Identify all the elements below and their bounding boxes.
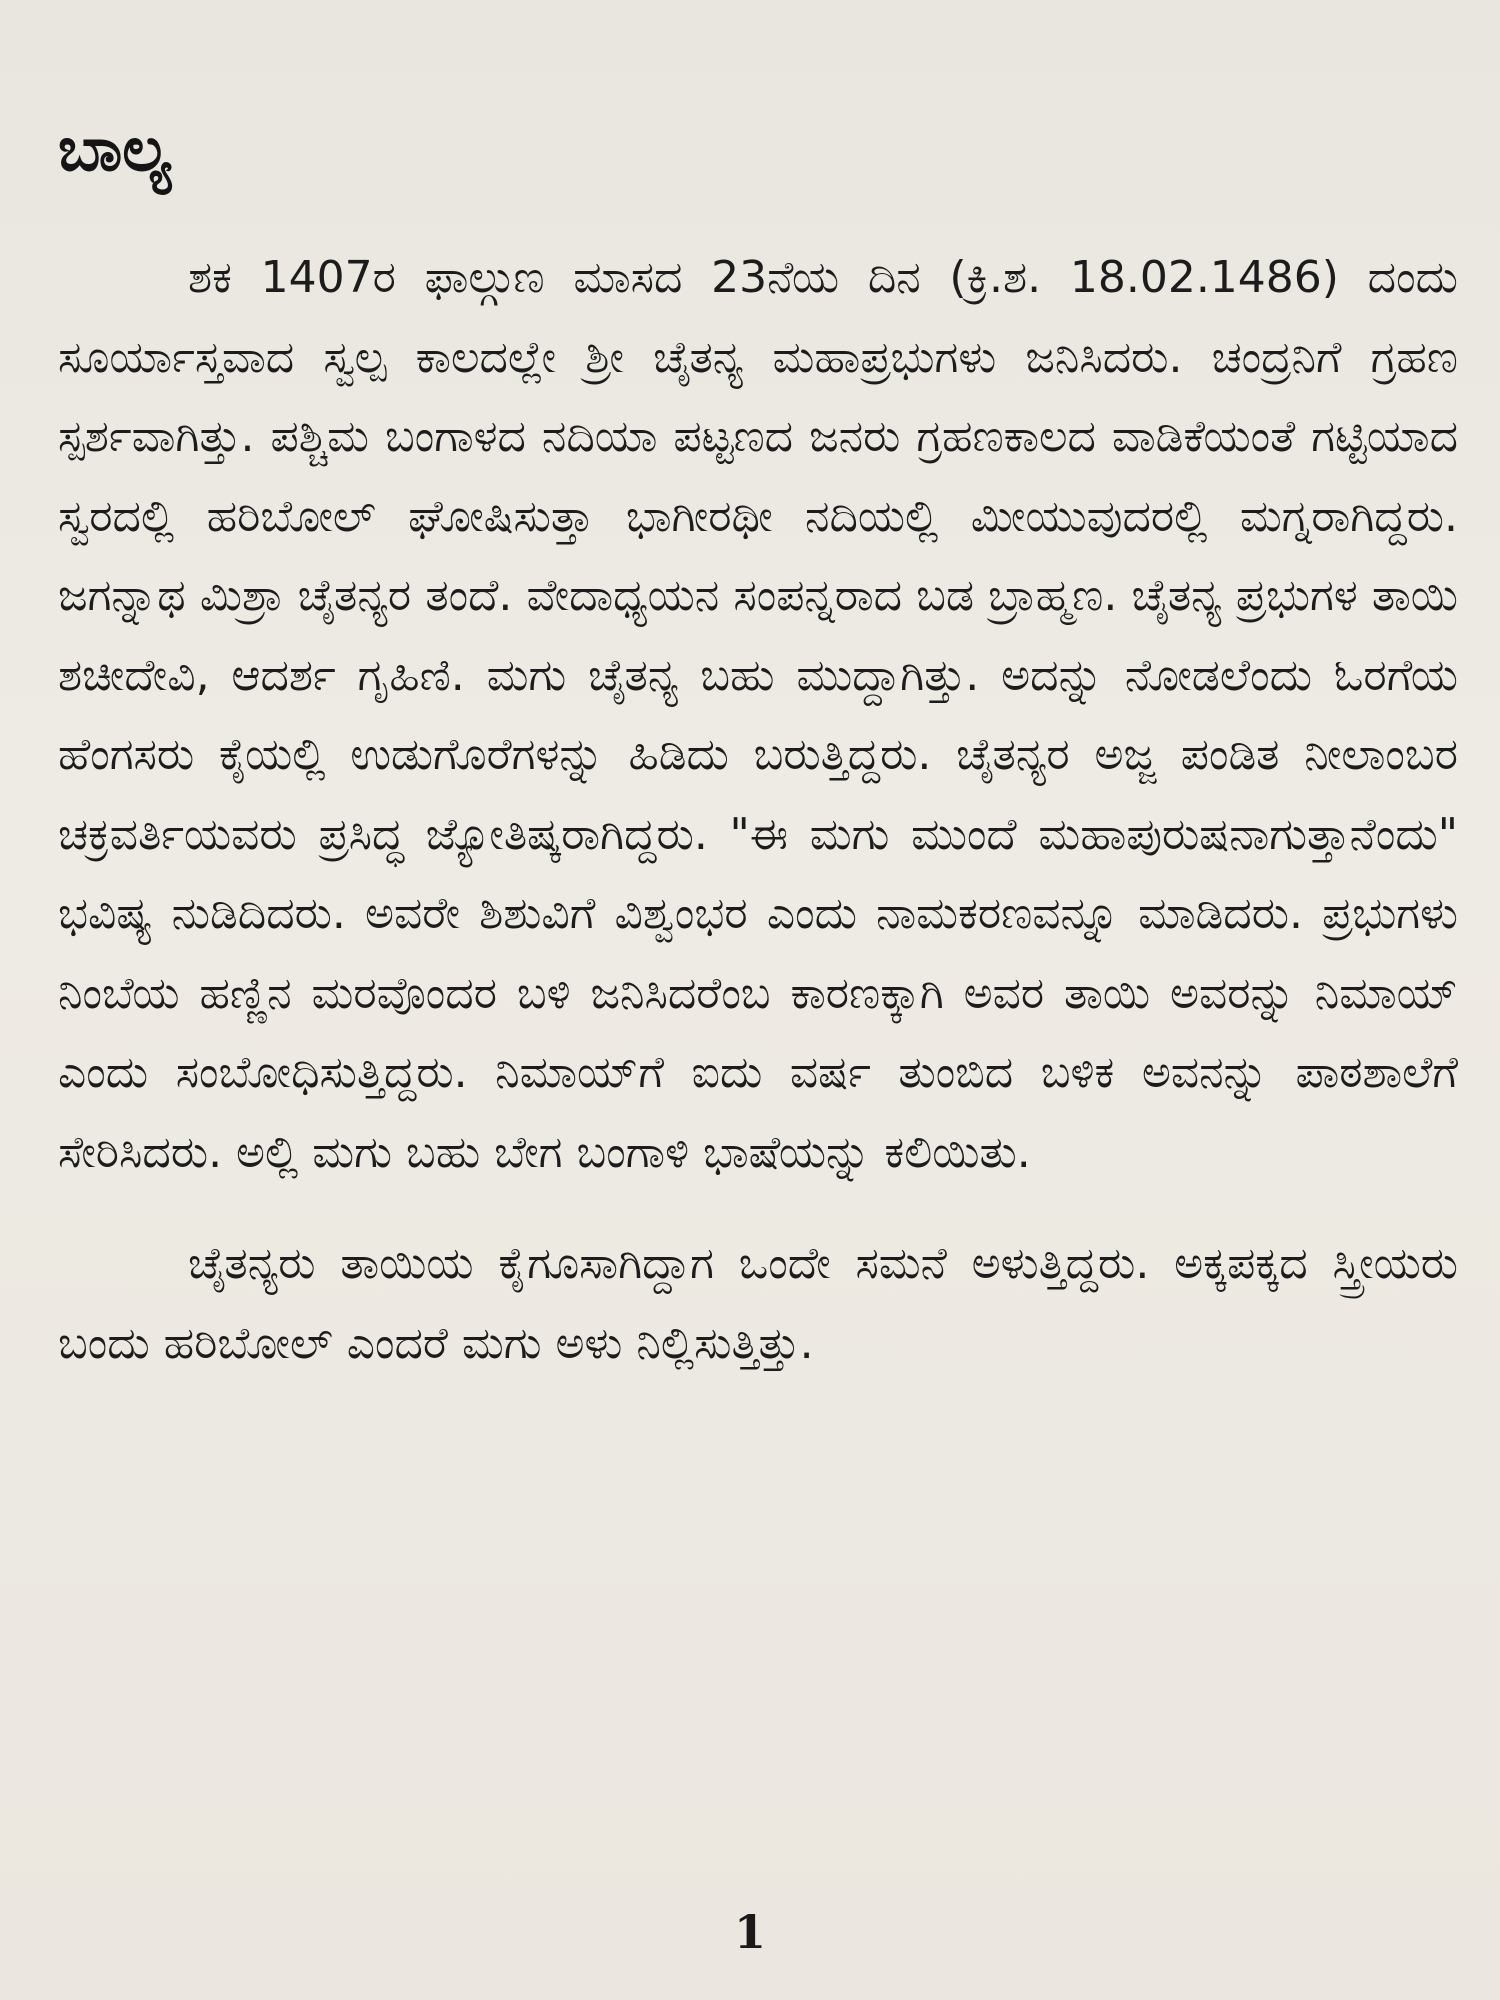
chapter-body — [58, 238, 1458, 1383]
page-number: 1 — [733, 1905, 766, 1959]
chapter-heading: ಬಾಲ್ಯ — [58, 112, 171, 185]
paragraph-2: ಚೈತನ್ಯರು ತಾಯಿಯ ಕೈಗೂಸಾಗಿದ್ದಾಗ ಒಂದೇ ಸಮನೆ ಅಳುತ್ತಿದ್ದರು. ಅಕ್ಕಪಕ್ಕದ ಸ್ತ್ರೀಯರು ಬಂದು ಹರಿಬೋಲ್ ಎಂದರೆ ಮಗು ಅಳು ನಿಲ್ಲಿಸುತ್ತಿತ್ತು. — [58, 1238, 1458, 1369]
paragraph-1: ಶಕ 1407ರ ಫಾಲ್ಗುಣ ಮಾಸದ 23ನೆಯ ದಿನ (ಕ್ರಿ.ಶ. 18.02.1486) ದಂದು ಸೂರ್ಯಾಸ್ತವಾದ ಸ್ವಲ್ಪ ಕಾಲದಲ್ಲೇ ಶ್ರೀ ಚೈತನ್ಯ ಮಹಾಪ್ರಭುಗಳು ಜನಿಸಿದರು. ಚಂದ್ರನಿಗೆ ಗ್ರಹಣ ಸ್ಪರ್ಶವಾಗಿತ್ತು. ಪಶ್ಚಿಮ ಬಂಗಾಳದ ನದಿಯಾ ಪಟ್ಟಣದ ಜನರು ಗ್ರಹಣಕಾಲದ ವಾಡಿಕೆಯಂತೆ ಗಟ್ಟಿಯಾದ ಸ್ವರದಲ್ಲಿ ಹರಿಬೋಲ್ ಘೋಷಿಸುತ್ತಾ ಭಾಗೀರಥೀ ನದಿಯಲ್ಲಿ ಮೀಯುವುದರಲ್ಲಿ ಮಗ್ನರಾಗಿದ್ದರು. ಜಗನ್ನಾಥ ಮಿಶ್ರಾ ಚೈತನ್ಯರ ತಂದೆ. ವೇದಾಧ್ಯಯನ ಸಂಪನ್ನರಾದ ಬಡ ಬ್ರಾಹ್ಮಣ. ಚೈತನ್ಯ ಪ್ರಭುಗಳ ತಾಯಿ ಶಚೀದೇವಿ, ಆದರ್ಶ ಗೃಹಿಣಿ. ಮಗು ಚೈತನ್ಯ ಬಹು ಮುದ್ದಾಗಿತ್ತು. ಅದನ್ನು ನೋಡಲೆಂದು ಓರಗೆಯ ಹೆಂಗಸರು ಕೈಯಲ್ಲಿ ಉಡುಗೊರೆಗಳನ್ನು ಹಿಡಿದು ಬರುತ್ತಿದ್ದರು. ಚೈತನ್ಯರ ಅಜ್ಜ ಪಂಡಿತ ನೀಲಾಂಬರ ಚಕ್ರವರ್ತಿಯವರು ಪ್ರಸಿದ್ಧ ಜ್ಯೋತಿಷ್ಕರಾಗಿದ್ದರು. "ಈ ಮಗು ಮುಂದೆ ಮಹಾಪುರುಷನಾಗುತ್ತಾನೆಂದು" ಭವಿಷ್ಯ ನುಡಿದಿದರು. ಅವರೇ ಶಿಶುವಿಗೆ ವಿಶ್ವಂಭರ ಎಂದು ನಾಮಕರಣವನ್ನೂ ಮಾಡಿದರು. ಪ್ರಭುಗಳು ನಿಂಬೆಯ ಹಣ್ಣಿನ ಮರವೊಂದರ ಬಳಿ ಜನಿಸಿದರೆಂಬ ಕಾರಣಕ್ಕಾಗಿ ಅವರ ತಾಯಿ ಅವರನ್ನು ನಿಮಾಯ್ ಎಂದು ಸಂಬೋಧಿಸುತ್ತಿದ್ದರು. ನಿಮಾಯ್‌ಗೆ ಐದು ವರ್ಷ ತುಂಬಿದ ಬಳಿಕ ಅವನನ್ನು ಪಾಠಶಾಲೆಗೆ ಸೇರಿಸಿದರು. ಅಲ್ಲಿ ಮಗು ಬಹು ಬೇಗ ಬಂಗಾಳಿ ಭಾಷೆಯನ್ನು ಕಲಿಯಿತು. — [58, 252, 1458, 1178]
